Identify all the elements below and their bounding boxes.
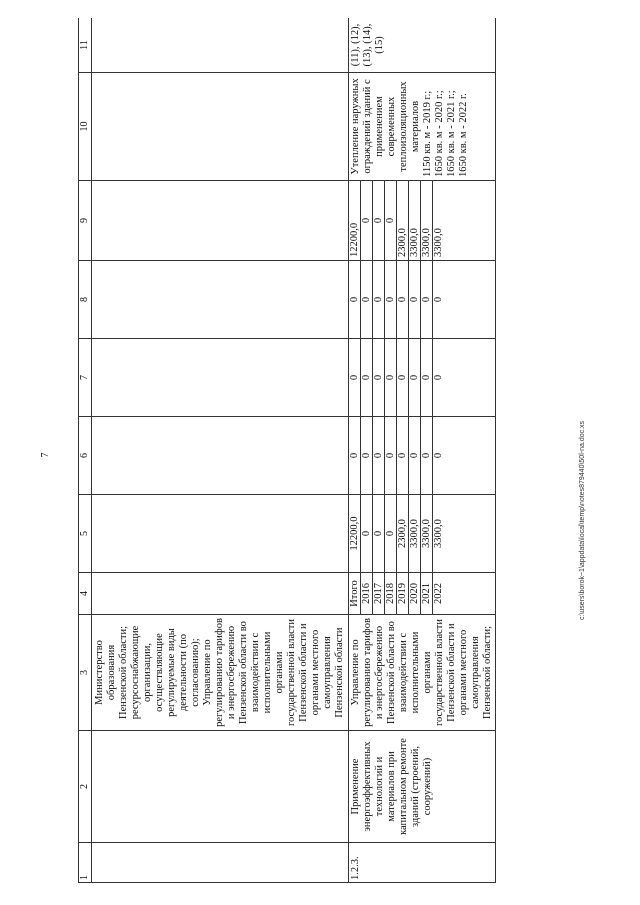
col-number-11: 11: [79, 18, 92, 73]
program-table: [78, 18, 496, 883]
col-number-7: 7: [79, 339, 92, 417]
c8-7: 0: [433, 296, 444, 303]
year-5: 2020: [409, 573, 421, 614]
col-number-5: 5: [79, 495, 92, 573]
c6-6: 0: [421, 417, 433, 494]
c6-3: 0: [385, 417, 397, 494]
c6-1: 0: [361, 417, 373, 494]
c7-4: 0: [397, 339, 409, 416]
regional-cost-cell: [349, 339, 496, 417]
c5-2: 0: [373, 495, 385, 572]
result-line-4: 1650 кв. м - 2022 г.: [458, 93, 469, 177]
c5-7: 3300,0: [433, 519, 444, 548]
continued-cell-6: [92, 417, 349, 495]
c5-1: 0: [361, 495, 373, 572]
col-number-8: 8: [79, 261, 92, 339]
c7-0: 0: [349, 339, 361, 416]
c9-7: 3300,0: [433, 228, 444, 257]
year-4: 2019: [397, 573, 409, 614]
item-id: 1.2.3.: [349, 843, 496, 883]
continued-cell-5: [92, 495, 349, 573]
c7-3: 0: [385, 339, 397, 416]
c8-6: 0: [421, 261, 433, 338]
c8-1: 0: [361, 261, 373, 338]
continued-cell-1: [92, 843, 349, 883]
c6-7: 0: [433, 452, 444, 459]
c9-2: 0: [373, 181, 385, 260]
c7-5: 0: [409, 339, 421, 416]
continued-cell-7: [92, 339, 349, 417]
total-cost-cell: [349, 495, 496, 573]
result-line-2: 1650 кв. м - 2020 г.;: [434, 90, 445, 177]
c6-5: 0: [409, 417, 421, 494]
federal-cost-cell: [349, 417, 496, 495]
c5-4: 2300,0: [397, 495, 409, 572]
continued-row: [92, 18, 349, 883]
years-cell: [349, 573, 496, 615]
other-cost-cell: [349, 181, 496, 261]
c5-0: 12200,0: [349, 495, 361, 572]
col-number-10: 10: [79, 73, 92, 181]
c8-5: 0: [409, 261, 421, 338]
c8-2: 0: [373, 261, 385, 338]
year-6: 2021: [421, 573, 433, 614]
c9-4: 2300,0: [397, 181, 409, 260]
col-number-6: 6: [79, 417, 92, 495]
c7-2: 0: [373, 339, 385, 416]
result-line-1: 1150 кв. м - 2019 г.;: [422, 90, 433, 177]
c8-0: 0: [349, 261, 361, 338]
result-line-3: 1650 кв. м - 2021 г.;: [446, 90, 457, 177]
continued-cell-2: [92, 731, 349, 843]
continued-cell-11: [92, 18, 349, 73]
continued-cell-8: [92, 261, 349, 339]
item-executor: Управление по регулированию тарифов и энергосбережению Пензенской области во взаимодействии с исполнительными органами государственной власти Пензенской области и органами местного самоуправления Пензенской области;: [349, 615, 496, 731]
file-path-footer: c:\users\borok~1\appdata\local\temp\notes879440\50l-na.doc.xs: [579, 420, 586, 620]
result-cell: [349, 73, 496, 181]
c9-1: 0: [361, 181, 373, 260]
c7-7: 0: [433, 374, 444, 381]
page-number: 7: [40, 452, 51, 458]
c5-6: 3300,0: [421, 495, 433, 572]
c8-4: 0: [397, 261, 409, 338]
continued-cell-9: [92, 181, 349, 261]
col-number-3: 3: [79, 615, 92, 731]
year-3: 2018: [385, 573, 397, 614]
c5-5: 3300,0: [409, 495, 421, 572]
year-1: 2016: [361, 573, 373, 614]
col-number-9: 9: [79, 181, 92, 261]
continued-cell-4: [92, 573, 349, 615]
c9-5: 3300,0: [409, 181, 421, 260]
c7-6: 0: [421, 339, 433, 416]
local-cost-cell: [349, 261, 496, 339]
c6-2: 0: [373, 417, 385, 494]
item-name: Применение энергоэффективных технологий и материалов при капитальном ремонте зданий (строений, сооружений): [349, 731, 496, 843]
column-number-row: [79, 18, 92, 883]
indicators-cell: (11), (12), (13), (14), (15): [349, 18, 496, 73]
year-2: 2017: [373, 573, 385, 614]
continued-cell-10: [92, 73, 349, 181]
item-row: [349, 18, 496, 883]
c8-3: 0: [385, 261, 397, 338]
col-number-2: 2: [79, 731, 92, 843]
c6-0: 0: [349, 417, 361, 494]
rotated-table-area: [78, 18, 610, 883]
year-7: 2022: [433, 583, 444, 604]
col-number-4: 4: [79, 573, 92, 615]
c6-4: 0: [397, 417, 409, 494]
result-text: Утепление наружных ограждений зданий с применением современных теплоизоляционных материалов: [350, 78, 421, 175]
year-0: Итого: [349, 573, 361, 614]
c9-3: 0: [385, 181, 397, 260]
rotated-table-wrapper: [78, 18, 610, 883]
c9-0: 12200,0: [349, 181, 361, 260]
c9-6: 3300,0: [421, 181, 433, 260]
executor-cell-prev: Министерство образования Пензенской области; ресурсоснабжающие организации, осуществляющие регулируемые виды деятельности (по согласованию); Управление по регулированию тарифов и энергосбережению Пензенской области во взаимодействии с исполнительными органами государственной власти Пензенской области и органами местного самоуправления Пензенской области: [92, 615, 349, 731]
col-number-1: 1: [79, 843, 92, 883]
c5-3: 0: [385, 495, 397, 572]
c7-1: 0: [361, 339, 373, 416]
